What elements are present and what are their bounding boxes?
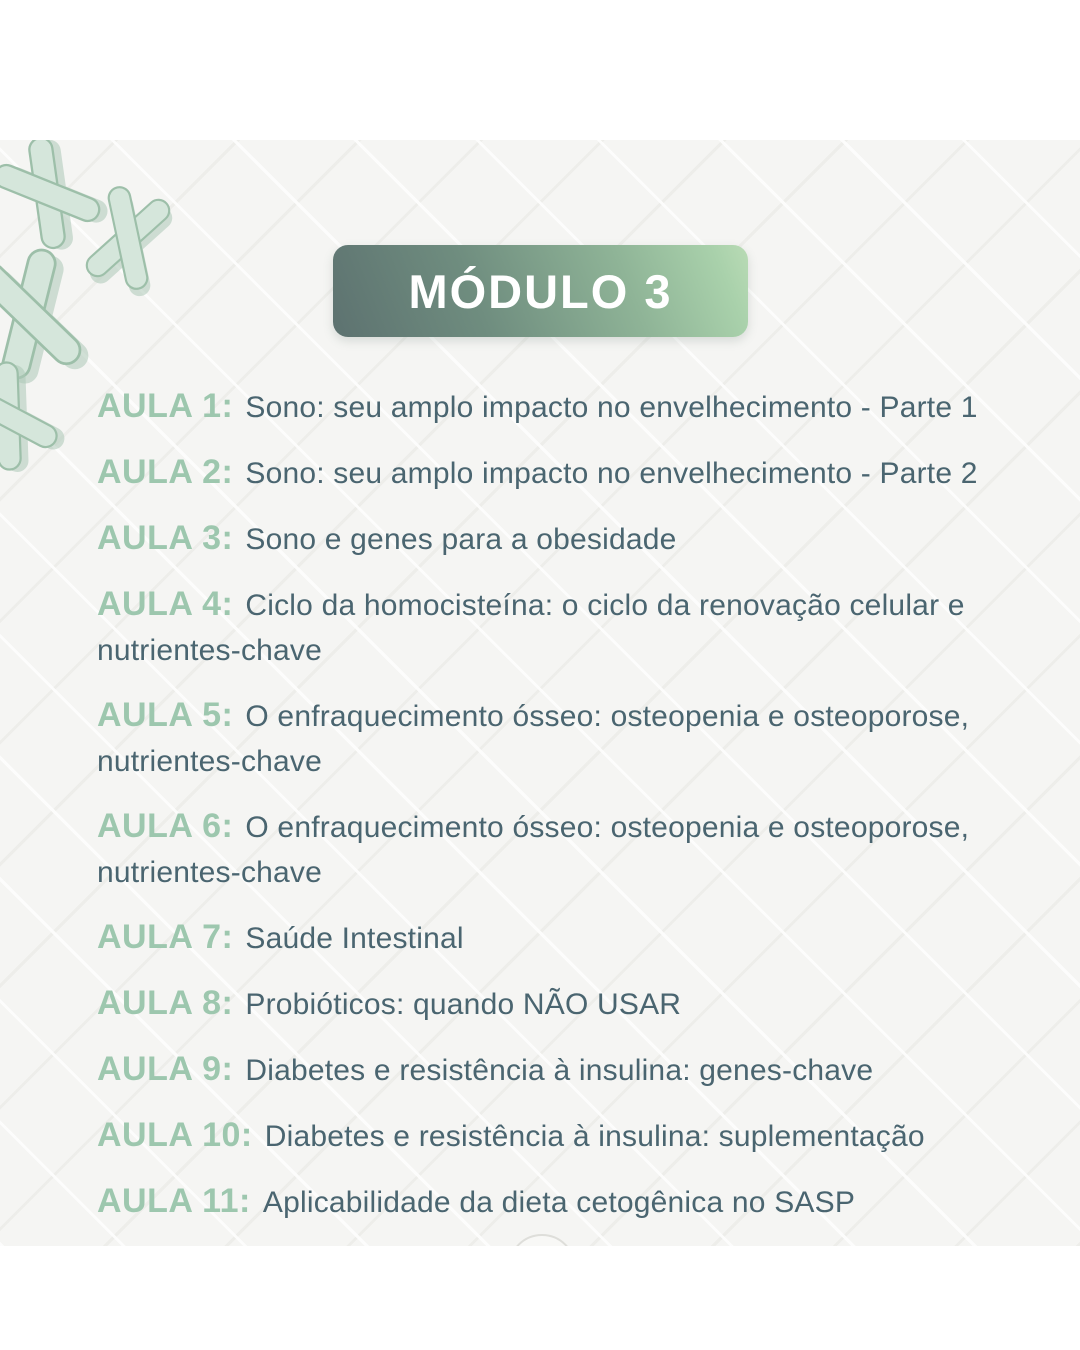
list-item — [97, 450, 990, 496]
list-item — [97, 981, 990, 1027]
lesson-title: Diabetes e resistência à insulina: genes-chave — [245, 1054, 874, 1087]
list-item — [97, 384, 990, 430]
lesson-title: Ciclo da homocisteína: o ciclo da renovação celular e nutrientes-chave — [97, 589, 965, 667]
lesson-label: AULA 11: — [97, 1182, 251, 1220]
lesson-title: Sono: seu amplo impacto no envelhecimento - Parte 2 — [245, 457, 978, 490]
lesson-label: AULA 10: — [97, 1116, 253, 1154]
list-item — [97, 1113, 990, 1159]
lesson-label: AULA 8: — [97, 984, 234, 1022]
lesson-label: AULA 6: — [97, 807, 234, 845]
list-item — [97, 693, 990, 784]
bottom-white-band — [0, 1246, 1080, 1350]
list-item — [97, 1179, 990, 1225]
module-badge-label: MÓDULO 3 — [408, 264, 673, 318]
list-item — [97, 1047, 990, 1093]
lesson-title: Saúde Intestinal — [245, 922, 464, 955]
lesson-label: AULA 1: — [97, 387, 234, 425]
lesson-title: O enfraquecimento ósseo: osteopenia e osteoporose, nutrientes-chave — [97, 700, 970, 778]
lesson-title: Sono e genes para a obesidade — [245, 523, 677, 556]
lesson-title: Sono: seu amplo impacto no envelhecimento - Parte 1 — [245, 391, 978, 424]
lesson-label: AULA 2: — [97, 453, 234, 491]
module-badge — [333, 245, 748, 337]
list-item — [97, 582, 990, 673]
lesson-label: AULA 4: — [97, 585, 234, 623]
lesson-title: Aplicabilidade da dieta cetogênica no SASP — [262, 1186, 856, 1219]
list-item — [97, 516, 990, 562]
lesson-label: AULA 5: — [97, 696, 234, 734]
lesson-label: AULA 7: — [97, 918, 234, 956]
lesson-label: AULA 3: — [97, 519, 234, 557]
list-item — [97, 804, 990, 895]
lesson-title: Diabetes e resistência à insulina: suplementação — [264, 1120, 925, 1153]
list-item — [97, 915, 990, 961]
lesson-label: AULA 9: — [97, 1050, 234, 1088]
top-white-band — [0, 0, 1080, 140]
lesson-list — [97, 384, 990, 1245]
lesson-title: O enfraquecimento ósseo: osteopenia e osteoporose, nutrientes-chave — [97, 811, 970, 889]
lesson-title: Probióticos: quando NÃO USAR — [245, 988, 682, 1021]
